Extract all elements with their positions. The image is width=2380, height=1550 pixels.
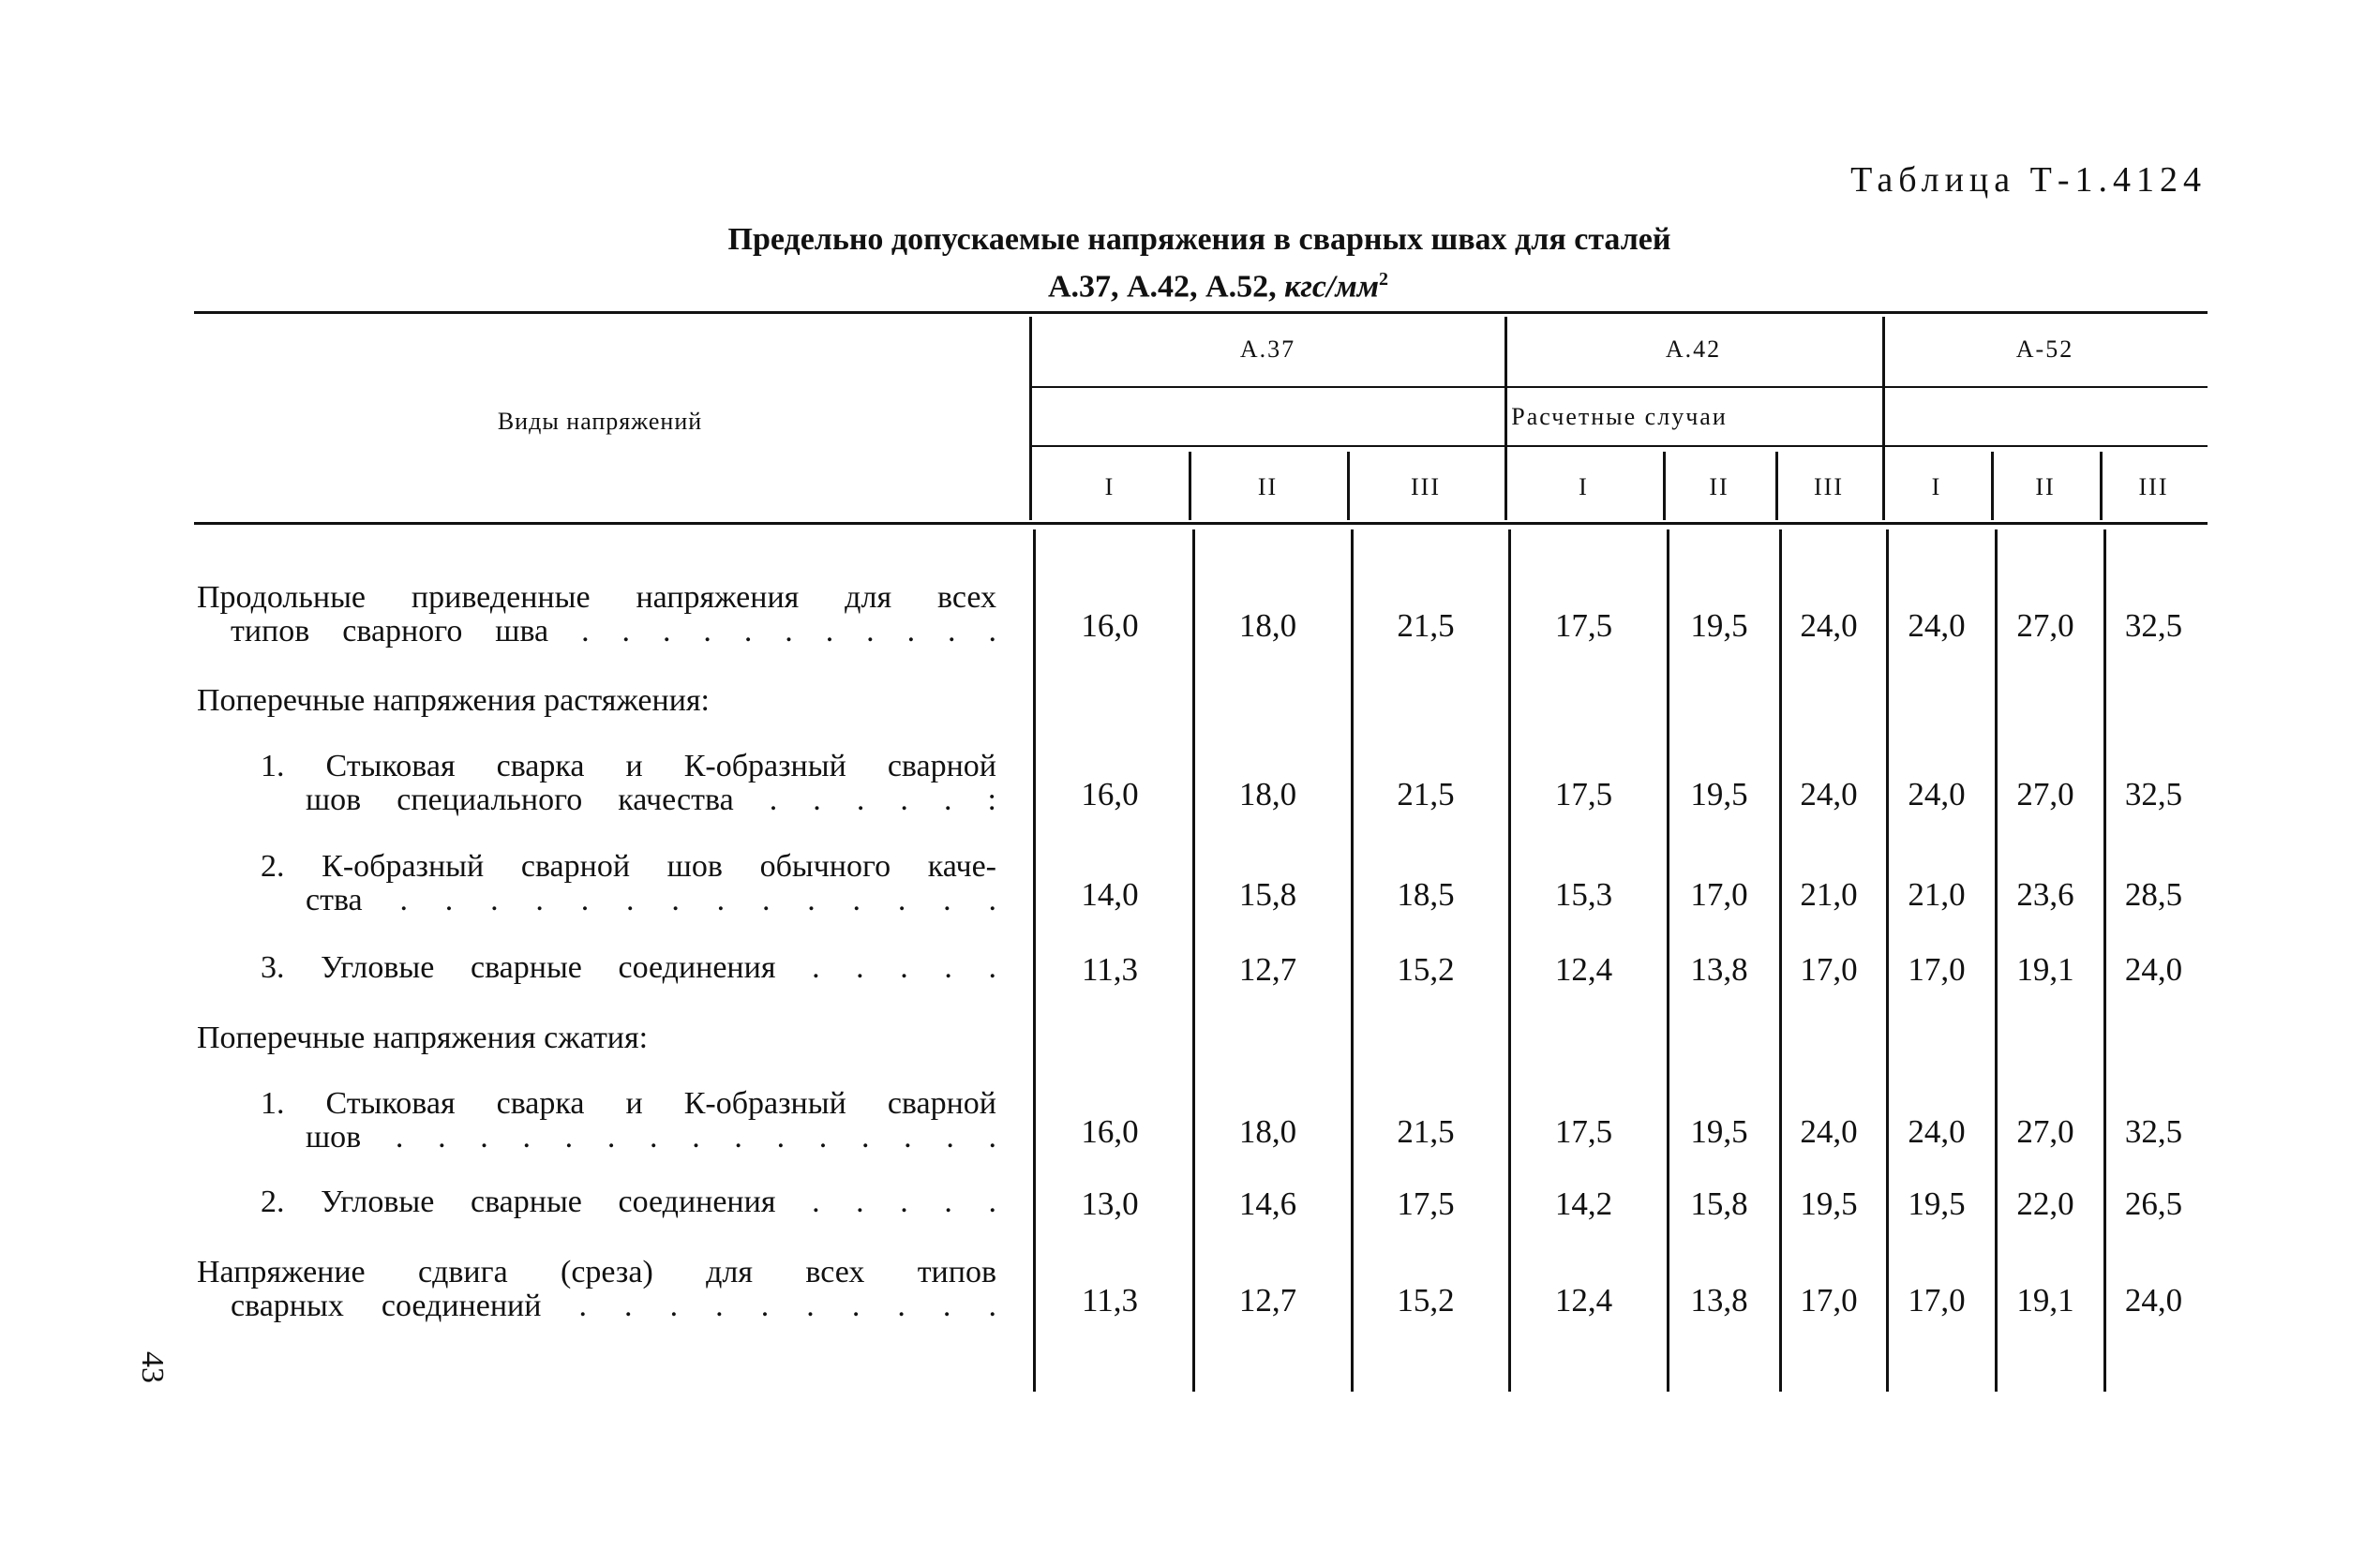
value-cell: 16,0 [1081, 607, 1139, 644]
value-cell: 21,5 [1397, 607, 1455, 644]
case-header: III [2138, 473, 2169, 500]
value-cell: 32,5 [2124, 776, 2183, 812]
value-cell: 17,0 [1908, 1282, 1966, 1319]
case-header: II [1257, 473, 1279, 500]
value-cell: 17,0 [1908, 951, 1966, 988]
value-cell: 12,7 [1238, 1282, 1297, 1319]
row-label-line: Поперечные напряжения сжатия: [197, 1021, 649, 1055]
value-cell: 17,0 [1690, 876, 1748, 913]
header-bottom-rule [194, 522, 2208, 525]
value-cell: 18,0 [1238, 1113, 1297, 1150]
case-header: I [1579, 473, 1589, 500]
value-cell: 24,0 [1800, 1113, 1858, 1150]
case-header: I [1104, 473, 1115, 500]
value-cell: 14,6 [1238, 1185, 1297, 1222]
value-cell: 21,5 [1397, 1113, 1455, 1150]
column-rule [2100, 452, 2103, 520]
value-cell: 19,5 [1800, 1185, 1858, 1222]
value-cell: 19,5 [1690, 776, 1748, 812]
value-cell: 24,0 [1908, 607, 1966, 644]
row-label [261, 750, 996, 817]
value-cell: 19,5 [1690, 607, 1748, 644]
row-label-line: 1. Стыковая сварка и К-образный сварной [261, 749, 996, 783]
section-heading [197, 684, 996, 718]
value-cell: 15,3 [1554, 876, 1613, 913]
row-label-line: типов сварного шва . . . . . . . . . . . [231, 614, 996, 648]
value-cell: 24,0 [2124, 951, 2183, 988]
value-cell: 13,8 [1690, 951, 1748, 988]
column-rule [1663, 452, 1666, 520]
row-label-line: 3. Угловые сварные соединения . . . . . [261, 950, 996, 985]
value-cell: 13,0 [1081, 1185, 1139, 1222]
value-cell: 27,0 [2016, 607, 2074, 644]
column-rule [1775, 452, 1778, 520]
column-rule [1882, 317, 1885, 520]
value-cell: 15,2 [1397, 951, 1455, 988]
value-cell: 17,0 [1800, 1282, 1858, 1319]
page-number: 43 [135, 1351, 170, 1383]
stress-types-header: Виды напряжений [497, 408, 703, 435]
value-cell: 19,5 [1908, 1185, 1966, 1222]
caption-line-2 [0, 260, 2380, 306]
value-cell: 24,0 [1908, 776, 1966, 812]
value-cell: 17,5 [1554, 776, 1613, 812]
row-label-line: 2. К-образный сварной шов обычного каче- [261, 849, 996, 884]
design-cases-header: Расчетные случаи [1511, 403, 1728, 430]
value-cell: 23,6 [2016, 876, 2074, 913]
table-top-rule [194, 311, 2208, 314]
row-label-line: Продольные приведенные напряжения для всех [197, 580, 996, 615]
value-cell: 32,5 [2124, 1113, 2183, 1150]
value-cell: 18,5 [1397, 876, 1455, 913]
value-cell: 28,5 [2124, 876, 2183, 913]
value-cell: 19,1 [2016, 951, 2074, 988]
case-header: I [1931, 473, 1942, 500]
value-cell: 32,5 [2124, 607, 2183, 644]
steel-header-a52: А-52 [2015, 335, 2074, 363]
value-cell: 16,0 [1081, 1113, 1139, 1150]
row-label-line: Напряжение сдвига (среза) для всех типов [197, 1255, 996, 1289]
row-label [197, 581, 996, 648]
value-cell: 18,0 [1238, 607, 1297, 644]
steel-header-a42: А.42 [1665, 335, 1722, 363]
value-cell: 24,0 [1800, 607, 1858, 644]
case-header: III [1814, 473, 1844, 500]
value-cell: 27,0 [2016, 776, 2074, 812]
table-label: Таблица Т-1.4124 [1850, 160, 2207, 200]
value-cell: 26,5 [2124, 1185, 2183, 1222]
value-cell: 15,8 [1690, 1185, 1748, 1222]
column-rule [1504, 317, 1507, 520]
row-label [261, 1185, 996, 1219]
value-cell: 14,2 [1554, 1185, 1613, 1222]
value-cell: 24,0 [1800, 776, 1858, 812]
row-label-line: Поперечные напряжения растяжения: [197, 683, 710, 718]
value-cell: 17,5 [1554, 1113, 1613, 1150]
column-rule [1991, 452, 1994, 520]
column-rule [1347, 452, 1350, 520]
value-cell: 15,8 [1238, 876, 1297, 913]
value-cell: 15,2 [1397, 1282, 1455, 1319]
value-cell: 19,5 [1690, 1113, 1748, 1150]
row-label-line: 2. Угловые сварные соединения . . . . . [261, 1185, 996, 1219]
value-cell: 14,0 [1081, 876, 1139, 913]
caption-unit: кгс/мм [1284, 269, 1380, 305]
table-caption [0, 220, 2380, 306]
value-cell: 12,4 [1554, 951, 1613, 988]
row-label-line: сварных соединений . . . . . . . . . . [231, 1289, 996, 1323]
steel-header-a37: А.37 [1239, 335, 1296, 363]
value-cell: 19,1 [2016, 1282, 2074, 1319]
value-cell: 12,4 [1554, 1282, 1613, 1319]
value-cell: 27,0 [2016, 1113, 2074, 1150]
value-cell: 21,0 [1800, 876, 1858, 913]
value-cell: 21,5 [1397, 776, 1455, 812]
design-cases-bottom-rule [1031, 445, 2208, 447]
case-header: II [2035, 473, 2056, 500]
value-cell: 18,0 [1238, 776, 1297, 812]
value-cell: 24,0 [1908, 1113, 1966, 1150]
value-cell: 24,0 [2124, 1282, 2183, 1319]
column-rule [1029, 317, 1032, 520]
value-cell: 22,0 [2016, 1185, 2074, 1222]
value-cell: 17,0 [1800, 951, 1858, 988]
row-label [261, 850, 996, 917]
row-label [261, 1087, 996, 1155]
value-cell: 17,5 [1397, 1185, 1455, 1222]
row-label-line: ства . . . . . . . . . . . . . . [306, 883, 996, 917]
case-header: III [1411, 473, 1441, 500]
value-cell: 12,7 [1238, 951, 1297, 988]
row-label-line: 1. Стыковая сварка и К-образный сварной [261, 1086, 996, 1121]
value-cell: 11,3 [1082, 1282, 1138, 1319]
value-cell: 16,0 [1081, 776, 1139, 812]
row-label-line: шов специального качества . . . . . : [306, 782, 996, 817]
value-cell: 17,5 [1554, 607, 1613, 644]
value-cell: 13,8 [1690, 1282, 1748, 1319]
caption-steels: А.37, А.42, А.52, [1047, 269, 1277, 305]
caption-unit-power: 2 [1379, 269, 1389, 290]
row-label-line: шов . . . . . . . . . . . . . . . [306, 1120, 996, 1155]
row-label [197, 1256, 996, 1323]
value-cell: 21,0 [1908, 876, 1966, 913]
section-heading [197, 1021, 996, 1055]
row-label [261, 951, 996, 985]
value-cell: 11,3 [1082, 951, 1138, 988]
case-header: II [1709, 473, 1729, 500]
steels-bottom-rule [1031, 386, 2208, 388]
caption-line-1: Предельно допускаемые напряжения в сварных швах для сталей [727, 222, 1671, 257]
column-rule [1189, 452, 1191, 520]
